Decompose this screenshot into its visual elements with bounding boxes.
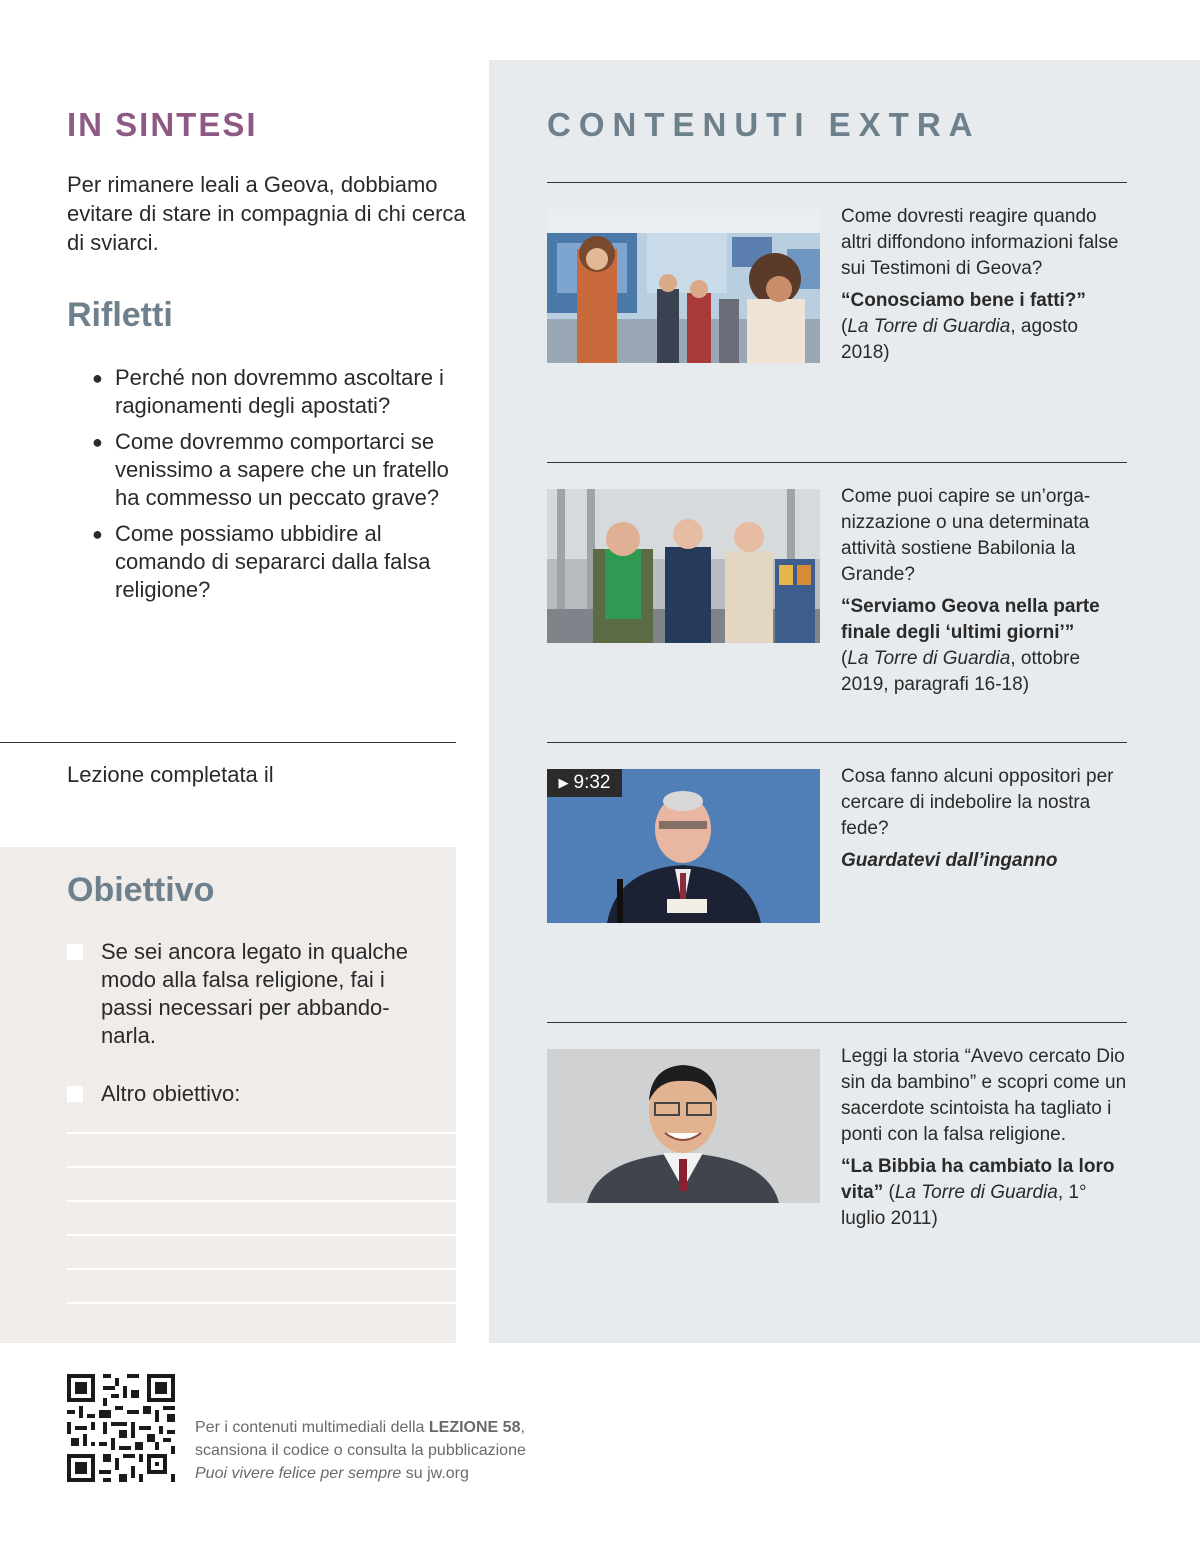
video-duration-badge <box>547 769 622 797</box>
extra-item-reference: “Conosciamo bene i fatti?” (La Torre di Guardia, agosto 2018) <box>841 290 1086 363</box>
reflect-question-text: Come possiamo ubbidire al comando di separarci dalla falsa religione? <box>115 521 431 602</box>
article-link[interactable]: “Serviamo Geova nella parte finale degli ‘ultimi giorni’” <box>841 596 1100 643</box>
bullet-icon: ● <box>92 368 103 388</box>
video-thumbnail[interactable] <box>547 769 820 923</box>
goal-write-line[interactable] <box>67 1166 456 1168</box>
reflect-question-text: Come dovremmo comportarci se venissimo a sapere che un fratello ha commesso un peccato grave? <box>115 429 449 510</box>
publication-date: , ottobre 2019, paragrafi 16-18) <box>841 648 1081 695</box>
extra-item-reference: “La Bibbia ha cambiato la loro vita” (La Torre di Guardia, 1° luglio 2011) <box>841 1156 1115 1229</box>
extra-item-text <box>841 1044 1131 1232</box>
reflect-question-text: Perché non dovremmo ascoltare i ragionamenti degli apostati? <box>115 365 444 418</box>
footer-line2: scansiona il codice o consulta la pubblicazione <box>195 1442 526 1459</box>
extra-item-question: Come puoi capire se un’orga-nizzazione o una determinata attività sostiene Babilonia la Grande? <box>841 486 1091 585</box>
qr-code[interactable] <box>67 1374 175 1482</box>
goal-write-line[interactable] <box>67 1268 456 1270</box>
publication-name: La Torre di Guardia <box>894 1182 1058 1203</box>
goal-item-other <box>67 1080 437 1108</box>
video-duration: 9:32 <box>573 772 611 793</box>
divider <box>547 182 1127 183</box>
lesson-number: LEZIONE 58 <box>428 1419 521 1436</box>
play-icon: ▶ <box>558 775 569 790</box>
footer-punct: , <box>520 1419 525 1436</box>
goal-write-line[interactable] <box>67 1132 456 1134</box>
reflect-title: Rifletti <box>67 296 173 334</box>
publication-name: La Torre di Guardia <box>847 648 1011 669</box>
goal-write-line[interactable] <box>67 1302 456 1304</box>
publication-name: La Torre di Guardia <box>847 316 1011 337</box>
footer-website[interactable]: su jw.org <box>401 1465 469 1482</box>
bullet-icon: ● <box>92 524 103 544</box>
reflect-questions <box>92 364 462 612</box>
video-link[interactable]: Guardatevi dall’inganno <box>841 850 1058 871</box>
summary-title: IN SINTESI <box>67 106 258 143</box>
reflect-question <box>92 428 462 512</box>
divider <box>547 462 1127 463</box>
divider <box>547 742 1127 743</box>
extra-item-question: Cosa fanno alcuni oppositori per cercare di indebolire la nostra fede? <box>841 766 1114 839</box>
goal-item-leave-false-religion <box>67 938 437 1050</box>
thumbnail-portrait[interactable] <box>547 1049 820 1203</box>
goal-checkbox[interactable] <box>67 944 83 960</box>
goal-title: Obiettivo <box>67 871 215 909</box>
extra-item-question: Come dovresti reagire quando altri diffondono informazioni false sui Testimoni di Geova? <box>841 206 1119 279</box>
article-link[interactable]: “Conosciamo bene i fatti?” <box>841 290 1086 311</box>
publication-date: , 1° luglio 2011) <box>841 1182 1087 1229</box>
thumbnail-news-crowd[interactable] <box>547 209 820 363</box>
extra-item-text <box>841 484 1131 698</box>
divider <box>0 742 456 743</box>
extra-title: CONTENUTI EXTRA <box>547 106 981 143</box>
reflect-question <box>92 364 462 420</box>
extra-item-question: Leggi la storia “Avevo cercato Dio sin da bambino” e scopri come un sacerdote scintoista ha tagliato i ponti con la falsa religione. <box>841 1046 1127 1145</box>
summary-text: Per rimanere leali a Geova, dobbiamo evitare di stare in compagnia di chi cerca di sviarci. <box>67 172 466 255</box>
publication-title: Puoi vivere felice per sempre <box>195 1465 402 1482</box>
reflect-question <box>92 520 462 604</box>
footer-note <box>195 1416 526 1485</box>
article-link[interactable]: “La Bibbia ha cambiato la loro vita” <box>841 1156 1115 1203</box>
bullet-icon: ● <box>92 432 103 452</box>
extra-item-reference <box>841 848 1131 874</box>
thumbnail-street-witnessing[interactable] <box>547 489 820 643</box>
extra-item-text <box>841 204 1131 366</box>
goal-item-text: Se sei ancora legato in qualche modo alla falsa religione, fai i passi necessari per abbando-narla. <box>101 939 408 1048</box>
goal-checkbox[interactable] <box>67 1086 83 1102</box>
publication-date: , agosto 2018) <box>841 316 1078 363</box>
footer-line1: Per i contenuti multimediali della <box>195 1419 429 1436</box>
extra-item-reference: “Serviamo Geova nella parte finale degli ‘ultimi giorni’” (La Torre di Guardia, ottobre 2019, paragrafi 16-18) <box>841 596 1100 695</box>
goal-item-text: Altro obiettivo: <box>101 1081 241 1106</box>
goal-write-line[interactable] <box>67 1200 456 1202</box>
divider <box>547 1022 1127 1023</box>
goal-write-line[interactable] <box>67 1234 456 1236</box>
extra-item-text <box>841 764 1131 874</box>
lesson-completed-label: Lezione completata il <box>67 762 274 787</box>
